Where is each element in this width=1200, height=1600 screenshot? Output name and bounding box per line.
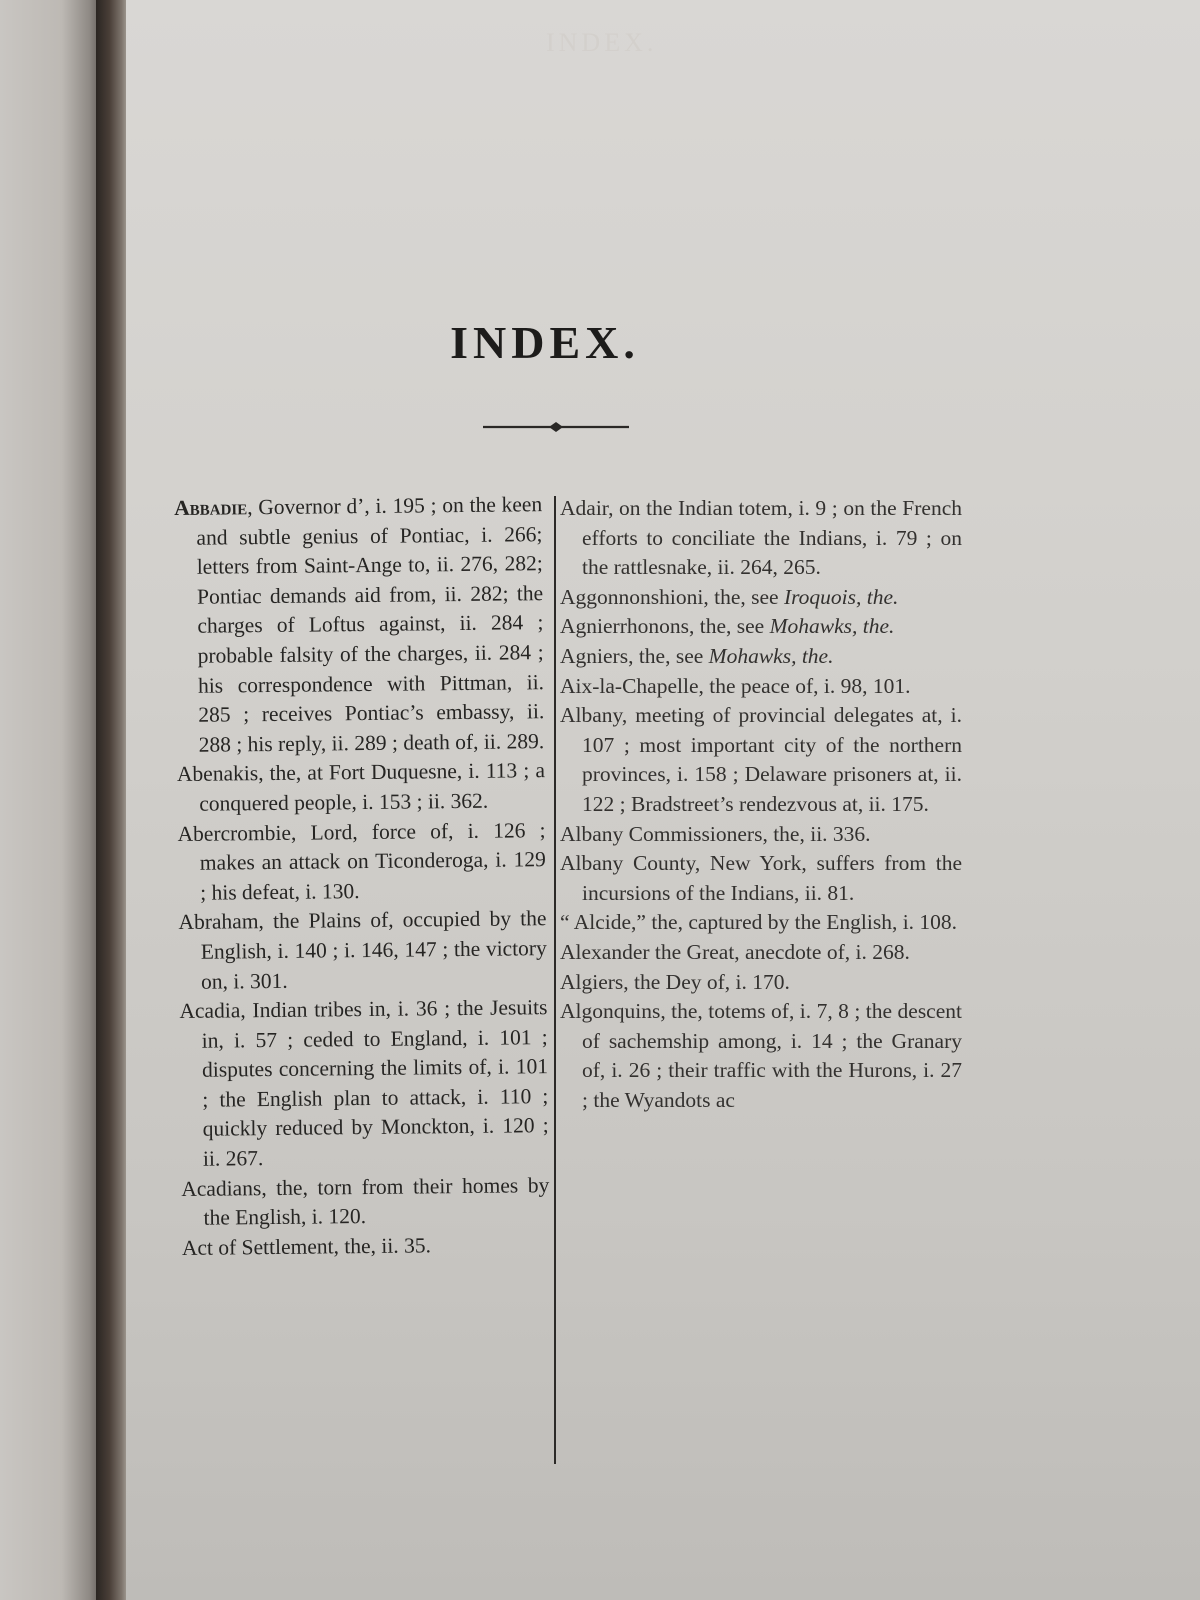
index-entry: Albany, meeting of provincial delegates at, i. 107 ; most important city of the northern provinces, i. 158 ; Delaware prisoners at, ii. 122 ; Bradstreet’s rendezvous at, ii. 175. — [560, 703, 962, 816]
cross-reference: Mohawks, the. — [769, 614, 895, 639]
index-entry — [560, 612, 962, 642]
title-ornament — [483, 420, 629, 434]
index-entry: Abercrombie, Lord, force of, i. 126 ; makes an attack on Ticonderoga, i. 129 ; his defeat, i. 130. — [177, 817, 546, 905]
index-entry: Algonquins, the, totems of, i. 7, 8 ; the descent of sachemship among, i. 14 ; the Granary of, i. 26 ; their traffic with the Hurons, i. 27 ; the Wyandots ac — [560, 999, 962, 1112]
entry-headword: Abbadie — [174, 495, 248, 520]
index-entry: Aix-la-Chapelle, the peace of, i. 98, 101. — [560, 673, 911, 698]
entry-text: Agnierrhonons, the, see — [560, 614, 770, 639]
index-entry: Act of Settlement, the, ii. 35. — [181, 1233, 432, 1260]
cross-reference: Mohawks, the. — [708, 643, 834, 668]
index-entry: “ Alcide,” the, captured by the English, i. 108. — [560, 910, 958, 935]
index-entry: Abenakis, the, at Fort Duquesne, i. 113 ; a conquered people, i. 153 ; ii. 362. — [176, 758, 546, 816]
cross-reference: Iroquois, the. — [783, 584, 899, 609]
entry-text: , Governor d’, i. 195 ; on the keen and subtle genius of Pontiac, i. 266; letters from Saint-Ange to, ii. 276, 282; Pontiac demands aid from, ii. 282; the charges of Loftus against, ii. 284 ; probable falsity of the charges, ii. 284 ; his correspondence with Pittman, ii. 285 ; receives Pontiac’s embassy, ii. 288 ; his reply, ii. 289 ; death of, ii. 289. — [196, 492, 545, 757]
index-entry: Albany Commissioners, the, ii. 336. — [560, 821, 871, 846]
index-entry — [560, 642, 962, 672]
index-entry: Abraham, the Plains of, occupied by the English, i. 140 ; i. 146, 147 ; the victory on, i. 301. — [178, 906, 547, 994]
entry-text: Agniers, the, see — [560, 643, 709, 668]
index-entry: Algiers, the Dey of, i. 170. — [560, 969, 790, 994]
show-through-header: INDEX. — [546, 28, 658, 57]
index-entry: Alexander the Great, anecdote of, i. 268. — [560, 939, 910, 964]
column-divider — [554, 496, 556, 1464]
index-entry: Albany County, New York, suffers from the incursions of the Indians, ii. 81. — [560, 851, 962, 905]
index-entry — [174, 490, 545, 760]
page-title: INDEX. — [450, 317, 640, 368]
index-entry: Acadians, the, torn from their homes by the English, i. 120. — [181, 1172, 550, 1230]
book-gutter — [96, 0, 130, 1600]
index-entry: Adair, on the Indian totem, i. 9 ; on the French efforts to conciliate the Indians, i. 79 ; on the rattlesnake, ii. 264, 265. — [560, 496, 962, 580]
index-column-left — [174, 490, 550, 1263]
index-column-right — [560, 494, 962, 1115]
index-entry — [560, 583, 962, 613]
index-entry: Acadia, Indian tribes in, i. 36 ; the Jesuits in, i. 57 ; ceded to England, i. 101 ; disputes concerning the limits of, i. 101 ; the English plan to attack, i. 110 ; quickly reduced by Monckton, i. 120 ; ii. 267. — [179, 995, 549, 1171]
entry-text: Aggonnonshioni, the, see — [560, 584, 784, 609]
